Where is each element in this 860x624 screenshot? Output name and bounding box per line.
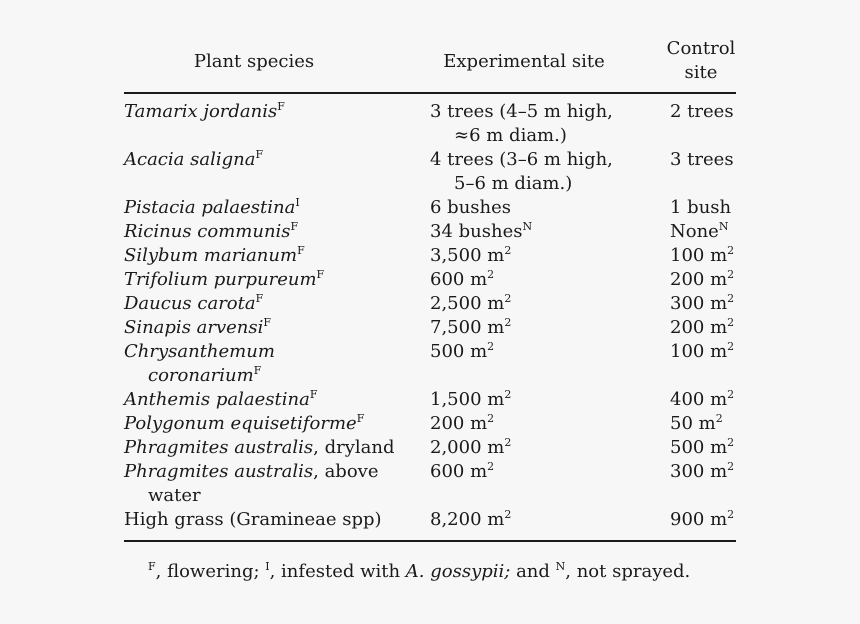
- footnote-i-species: A. gossypii;: [405, 561, 511, 582]
- species-name: Sinapis arvensi: [124, 317, 264, 338]
- species-footnote-mark: I: [295, 196, 300, 209]
- species-name: Anthemis palaestina: [124, 389, 310, 410]
- table-footnote: [148, 560, 690, 584]
- cell-control-site: [670, 412, 750, 436]
- control-sup: 2: [727, 460, 735, 473]
- footnote-f-mark: F: [148, 560, 156, 573]
- experimental-value: 2,500 m: [430, 293, 505, 314]
- cell-plant-species: [124, 316, 414, 340]
- species-name: Phragmites australis: [124, 461, 314, 482]
- header-plant-species: Plant species: [193, 51, 315, 72]
- species-name: Pistacia palaestina: [124, 197, 296, 218]
- table-header: [124, 36, 736, 92]
- cell-experimental-site: [430, 292, 640, 316]
- experimental-value-continued: 5–6 m diam.): [454, 173, 573, 194]
- cell-plant-species: [124, 196, 414, 220]
- experimental-sup: 2: [487, 340, 495, 353]
- experimental-sup: 2: [487, 268, 495, 281]
- control-value: 1 bush: [670, 197, 732, 218]
- cell-control-site: [670, 436, 750, 460]
- experimental-value: 3,500 m: [430, 245, 505, 266]
- control-sup: 2: [727, 340, 735, 353]
- cell-experimental-site: [430, 460, 640, 484]
- experimental-sup: 2: [504, 316, 512, 329]
- cell-control-site: [670, 508, 750, 532]
- cell-experimental-site: [430, 220, 640, 244]
- cell-plant-species: [124, 148, 414, 172]
- species-qualifier: , above: [313, 461, 379, 482]
- control-sup: 2: [727, 388, 735, 401]
- species-name: High grass (Gramineae spp): [124, 509, 382, 530]
- control-value: 300 m: [670, 461, 728, 482]
- control-value: 200 m: [670, 269, 728, 290]
- species-name-continued: coronarium$^F$: [148, 364, 262, 386]
- species-footnote-mark: F: [297, 244, 305, 257]
- footnote-i-text: , infested with: [269, 561, 406, 582]
- control-sup: 2: [727, 292, 735, 305]
- control-sup: N: [718, 220, 729, 233]
- data-table: [124, 36, 736, 530]
- footnote-n-text: , not sprayed.: [565, 561, 691, 582]
- species-footnote-mark: F: [309, 388, 318, 401]
- cell-experimental-site: [430, 268, 640, 292]
- experimental-sup: 2: [487, 412, 495, 425]
- control-sup: 2: [727, 436, 735, 449]
- experimental-sup: 2: [504, 436, 512, 449]
- experimental-value: 500 m: [430, 341, 488, 362]
- cell-plant-species: [124, 100, 414, 124]
- cell-plant-species: [124, 412, 414, 436]
- control-sup: 2: [715, 412, 723, 425]
- species-name: Daucus carota: [124, 293, 256, 314]
- control-value: 500 m: [670, 437, 728, 458]
- control-value: 100 m: [670, 245, 728, 266]
- control-value: None: [670, 221, 719, 242]
- cell-experimental-site: [430, 436, 640, 460]
- cell-control-site: [670, 148, 750, 172]
- footnote-n-mark: N: [555, 560, 566, 573]
- cell-plant-species: [124, 460, 414, 508]
- cell-plant-species: [124, 340, 414, 388]
- footnote-n-join: and: [510, 561, 556, 582]
- cell-control-site: [670, 244, 750, 268]
- cell-control-site: [670, 100, 750, 124]
- cell-control-site: [670, 292, 750, 316]
- cell-plant-species: [124, 268, 414, 292]
- control-sup: 2: [727, 244, 735, 257]
- cell-control-site: [670, 316, 750, 340]
- experimental-value: 1,500 m: [430, 389, 505, 410]
- species-name: Trifolium purpureum: [124, 269, 317, 290]
- cell-control-site: [670, 460, 750, 484]
- cell-experimental-site: [430, 244, 640, 268]
- control-value: 100 m: [670, 341, 728, 362]
- control-value: 900 m: [670, 509, 728, 530]
- footnote-f-text: , flowering;: [155, 561, 266, 582]
- cell-plant-species: [124, 244, 414, 268]
- species-qualifier-continued: water: [148, 485, 201, 506]
- experimental-value: 8,200 m: [430, 509, 505, 530]
- bottom-rule: [124, 540, 736, 542]
- species-footnote-mark: F: [356, 412, 365, 425]
- cell-control-site: [670, 340, 750, 364]
- species-name: Tamarix jordanis: [124, 101, 278, 122]
- species-name: Silybum marianum: [124, 245, 298, 266]
- cell-plant-species: [124, 388, 414, 412]
- cell-plant-species: [124, 292, 414, 316]
- species-footnote-mark: F: [253, 364, 262, 377]
- experimental-value: 600 m: [430, 461, 488, 482]
- control-value: 300 m: [670, 293, 728, 314]
- cell-experimental-site: [430, 412, 640, 436]
- experimental-sup: 2: [487, 460, 495, 473]
- cell-plant-species: [124, 220, 414, 244]
- cell-control-site: [670, 388, 750, 412]
- species-footnote-mark: F: [277, 100, 285, 113]
- species-name: Ricinus communis: [124, 221, 291, 242]
- cell-experimental-site: [430, 508, 640, 532]
- header-experimental-site: Experimental site: [443, 51, 605, 72]
- experimental-value: 4 trees (3–6 m high,: [430, 149, 613, 170]
- cell-experimental-site: [430, 316, 640, 340]
- cell-experimental-site: [430, 196, 640, 220]
- cell-plant-species: [124, 436, 414, 460]
- experimental-sup: 2: [504, 508, 512, 521]
- header-control-line2: site: [684, 62, 718, 83]
- species-footnote-mark: F: [316, 268, 325, 281]
- cell-experimental-site: [430, 100, 640, 148]
- species-footnote-mark: F: [255, 148, 264, 161]
- species-footnote-mark: F: [290, 220, 299, 233]
- experimental-value: 7,500 m: [430, 317, 505, 338]
- experimental-value: 2,000 m: [430, 437, 505, 458]
- footnote-i-mark: I: [265, 560, 270, 573]
- control-sup: 2: [727, 316, 735, 329]
- species-name: Acacia saligna: [124, 149, 256, 170]
- cell-plant-species: [124, 508, 414, 532]
- cell-control-site: [670, 220, 750, 244]
- species-qualifier: , dryland: [313, 437, 395, 458]
- cell-experimental-site: [430, 340, 640, 364]
- species-name: Chrysanthemum: [124, 341, 275, 362]
- header-control-site: [656, 37, 746, 85]
- experimental-sup: 2: [504, 244, 512, 257]
- experimental-value: 3 trees (4–5 m high,: [430, 101, 613, 122]
- experimental-sup: 2: [504, 292, 512, 305]
- header-control-line1: Control: [666, 38, 736, 59]
- experimental-value: 6 bushes: [430, 197, 512, 218]
- control-sup: 2: [727, 268, 735, 281]
- experimental-sup: N: [522, 220, 533, 233]
- experimental-value: 34 bushes: [430, 221, 523, 242]
- control-value: 2 trees: [670, 101, 734, 122]
- species-footnote-mark: F: [263, 316, 272, 329]
- control-sup: 2: [727, 508, 735, 521]
- cell-experimental-site: [430, 148, 640, 196]
- experimental-value-continued: ≈6 m diam.): [454, 125, 567, 146]
- experimental-value: 600 m: [430, 269, 488, 290]
- species-name: Phragmites australis: [124, 437, 314, 458]
- cell-experimental-site: [430, 388, 640, 412]
- control-value: 50 m: [670, 413, 716, 434]
- experimental-value: 200 m: [430, 413, 488, 434]
- control-value: 200 m: [670, 317, 728, 338]
- control-value: 3 trees: [670, 149, 734, 170]
- cell-control-site: [670, 196, 750, 220]
- species-footnote-mark: F: [255, 292, 264, 305]
- header-rule: [124, 92, 736, 94]
- control-value: 400 m: [670, 389, 728, 410]
- species-name: Polygonum equisetiforme: [124, 413, 357, 434]
- cell-control-site: [670, 268, 750, 292]
- experimental-sup: 2: [504, 388, 512, 401]
